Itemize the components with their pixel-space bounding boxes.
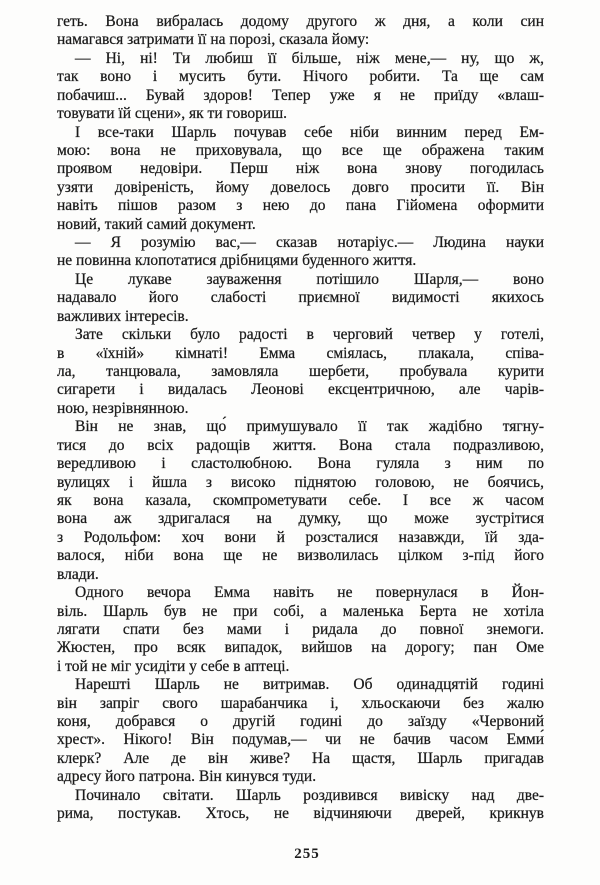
- text-line: Він не знав, що́ примушувало її так жадібно тягну-: [75, 418, 544, 436]
- text-line: мою: вона не приховувала, що все ще ображена таким: [57, 141, 544, 159]
- page-number: 255: [294, 846, 320, 862]
- text-line: ною, незрівнянною.: [57, 399, 189, 417]
- text-line: узяти довіреність, йому довелось довго просити її. Він: [57, 178, 544, 196]
- text-line: Одного вечора Емма навіть не повернулася в Йон-: [75, 584, 544, 602]
- text-line: валося, ніби вона ще не визволилась цілком з-під його: [57, 547, 544, 565]
- text-line: лягати спати без мами і ридала до повної знемоги.: [57, 620, 544, 638]
- text-line: навіть пішов разом з нею до пана Гійомена оформити: [57, 197, 544, 215]
- text-line: вередливою і сластолюбною. Вона гуляла з ним по: [57, 455, 544, 473]
- text-line: рима, постукав. Хтось, не відчиняючи дверей, крикнув: [57, 805, 544, 823]
- text-line: намагався затримати її на порозі, сказала йому:: [57, 31, 370, 49]
- text-line: побачиш... Бувай здоров! Тепер уже я не приїду «влаш-: [57, 86, 544, 104]
- text-line: і той не міг усидіти у себе в аптеці.: [57, 657, 290, 675]
- text-line: Нарешті Шарль не витримав. Об одинадцятій годині: [75, 676, 544, 694]
- text-line: не повинна клопотатися дрібницями буденного життя.: [57, 252, 417, 270]
- text-line: коня, добрався о другій годині до заїзду «Червоний: [57, 713, 544, 731]
- text-line: Це лукаве зауваження потішило Шарля,— воно: [75, 270, 544, 288]
- text-line: новий, такий самий документ.: [57, 215, 256, 233]
- text-line: тися до всіх радощів життя. Вона стала подразливою,: [57, 436, 544, 454]
- text-line: надавало його слабості приємної видимості якихось: [57, 289, 544, 307]
- text-line: геть. Вона вибралась додому другого ж дня, а коли син: [57, 13, 544, 30]
- text-line: влади.: [57, 565, 99, 583]
- text-line: з Родольфом: хоч вони й розсталися назавжди, їй зда-: [57, 528, 544, 546]
- text-line: в «їхній» кімнаті! Емма сміялась, плакала, співа-: [57, 344, 544, 362]
- text-line: сигарети і видалась Леонові ексцентричною, але чарів-: [57, 381, 544, 399]
- text-line: товувати їй сцени», як ти говориш.: [57, 105, 288, 123]
- text-line: хрест». Нікого! Він подумав,— чи не бачив часом Емми́: [57, 731, 544, 749]
- text-line: проявом недовіри. Перш ніж вона знову погодилась: [57, 160, 544, 178]
- text-line: Зате скільки було радості в черговий четвер у готелі,: [75, 326, 544, 344]
- text-line: ла, танцювала, замовляла шербети, пробувала курити: [57, 363, 544, 381]
- text-line: важливих інтересів.: [57, 307, 189, 325]
- text-line: Жюстен, про всяк випадок, вийшов на дорогу; пан Оме: [57, 639, 544, 657]
- text-line: І все-таки Шарль почував себе ніби винним перед Ем-: [75, 123, 544, 141]
- text-line: клерк? Але де він живе? На щастя, Шарль пригадав: [57, 749, 544, 767]
- text-line: — Ні, ні! Ти любиш її більше, ніж мене,— ну, що ж,: [75, 49, 544, 67]
- text-line: вона аж здригалася на думку, що може зустрітися: [57, 510, 544, 528]
- text-line: Починало світати. Шарль роздивився вивіску над две-: [75, 786, 544, 804]
- text-line: як вона казала, скомпрометувати себе. І все ж часом: [57, 491, 544, 509]
- text-line: так воно і мусить бути. Нічого робити. Та ще сам: [57, 68, 544, 86]
- text-line: адресу його патрона. Він кинувся туди.: [57, 768, 317, 786]
- text-block: [57, 13, 544, 824]
- text-line: він запріг свого шарабанчика і, хльоскаючи без жалю: [57, 694, 544, 712]
- text-line: вулицях і йшла з високо піднятою головою, не боячись,: [57, 473, 544, 491]
- text-line: — Я розумію вас,— сказав нотаріус.— Людина науки: [75, 234, 544, 252]
- text-line: віль. Шарль був не при собі, а маленька Берта не хотіла: [57, 602, 544, 620]
